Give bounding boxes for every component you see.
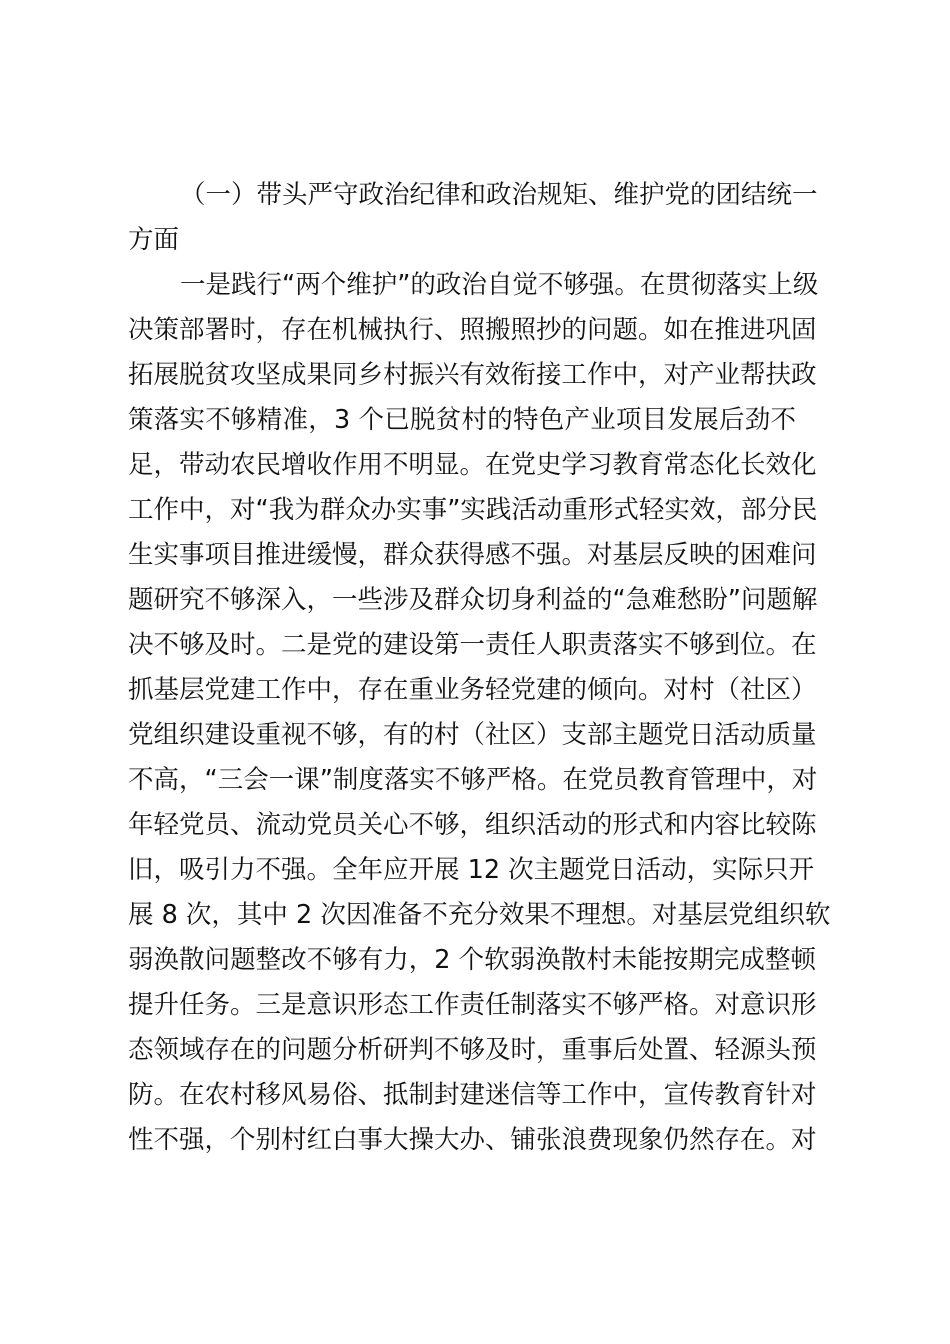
body-text-line: 工作中，对“我为群众办实事”实践活动重形式轻实效，部分民	[128, 495, 818, 525]
body-text-line: 拓展脱贫攻坚成果同乡村振兴有效衔接工作中，对产业帮扶政	[128, 360, 817, 390]
body-text-line: 题研究不够深入，一些涉及群众切身利益的“急难愁盼”问题解	[128, 585, 818, 615]
body-text-line: 一是践行“两个维护”的政治自觉不够强。在贯彻落实上级	[180, 270, 819, 300]
section-heading-line-1: （一）带头严守政治纪律和政治规矩、维护党的团结统一	[180, 180, 818, 210]
body-text-line: 决不够及时。二是党的建设第一责任人职责落实不够到位。在	[128, 630, 817, 660]
section-heading-line-2: 方面	[128, 225, 180, 255]
body-text-line: 态领域存在的问题分析研判不够及时，重事后处置、轻源头预	[128, 1035, 817, 1065]
body-text-line: 提升任务。三是意识形态工作责任制落实不够严格。对意识形	[128, 990, 817, 1020]
body-text-line: 生实事项目推进缓慢，群众获得感不强。对基层反映的困难问	[128, 540, 817, 570]
body-text-line: 展 8 次，其中 2 次因准备不充分效果不理想。对基层党组织软	[128, 900, 831, 930]
body-text-line: 旧，吸引力不强。全年应开展 12 次主题党日活动，实际只开	[128, 855, 815, 885]
body-text-line: 足，带动农民增收作用不明显。在党史学习教育常态化长效化	[128, 450, 817, 480]
body-text-line: 防。在农村移风易俗、抵制封建迷信等工作中，宣传教育针对	[128, 1080, 817, 1110]
body-text-line: 党组织建设重视不够，有的村（社区）支部主题党日活动质量	[128, 720, 817, 750]
body-text-line: 不高，“三会一课”制度落实不够严格。在党员教育管理中，对	[128, 765, 818, 795]
body-text-line: 弱涣散问题整改不够有力，2 个软弱涣散村未能按期完成整顿	[128, 945, 816, 975]
body-text-line: 策落实不够精准，3 个已脱贫村的特色产业项目发展后劲不	[128, 405, 796, 435]
body-text-line: 年轻党员、流动党员关心不够，组织活动的形式和内容比较陈	[128, 810, 817, 840]
body-text-line: 性不强，个别村红白事大操大办、铺张浪费现象仍然存在。对	[128, 1125, 817, 1155]
body-text-line: 决策部署时，存在机械执行、照搬照抄的问题。如在推进巩固	[128, 315, 817, 345]
body-text-line: 抓基层党建工作中，存在重业务轻党建的倾向。对村（社区）	[128, 675, 817, 705]
